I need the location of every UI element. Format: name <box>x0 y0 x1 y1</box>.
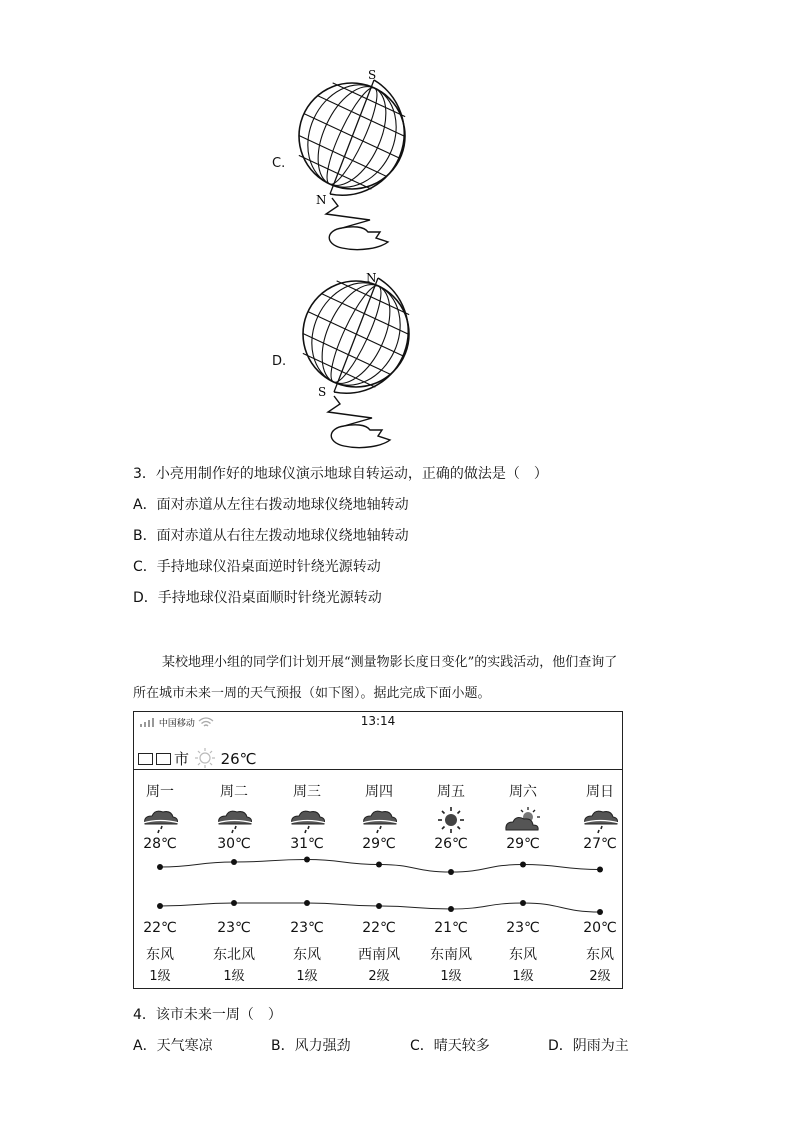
temperature-trend-chart <box>134 852 622 918</box>
q3-option-c[interactable]: C．手持地球仪沿桌面逆时针绕光源转动 <box>133 559 381 575</box>
globe-d-grid <box>290 268 426 404</box>
globe-d-top-pole: N <box>366 271 377 285</box>
option-c-label: C. <box>272 156 286 171</box>
option-d-label: D. <box>272 354 287 369</box>
passage-line-2: 所在城市未来一周的天气预报（如下图）。据此完成下面小题。 <box>133 686 491 701</box>
globe-d-figure <box>290 268 430 456</box>
globe-c-grid <box>290 66 422 206</box>
wind-level: 2级 <box>589 969 611 984</box>
light-rain-icon <box>125 806 195 834</box>
wind-direction: 东风 <box>509 947 537 963</box>
wind-direction: 东南风 <box>430 947 472 963</box>
wind-level: 1级 <box>440 969 462 984</box>
globe-c-top-pole: S <box>368 68 377 82</box>
q4-option-d[interactable]: D．阴雨为主 <box>548 1038 629 1054</box>
low-temperature-point <box>448 906 454 912</box>
high-temperature: 26℃ <box>434 836 468 852</box>
high-temperature-point <box>520 862 526 868</box>
high-temperature: 30℃ <box>217 836 251 852</box>
globe-c-figure <box>290 66 430 258</box>
low-temperature-point <box>376 903 382 909</box>
low-temperature-point <box>520 900 526 906</box>
clock-time: 13:14 <box>360 714 396 728</box>
day-name: 周六 <box>509 784 537 800</box>
globe-c-bottom-pole: N <box>316 193 327 207</box>
high-temperature-point <box>157 864 163 870</box>
high-temperature-point <box>597 867 603 873</box>
high-temperature: 31℃ <box>290 836 324 852</box>
high-temperature: 29℃ <box>506 836 540 852</box>
day-name: 周二 <box>220 784 248 800</box>
city-suffix: 市 <box>174 750 190 768</box>
low-temperature-point <box>231 900 237 906</box>
light-rain-icon <box>272 806 342 834</box>
wind-direction: 东风 <box>586 947 614 963</box>
low-temperature-point <box>157 903 163 909</box>
low-temperature: 22℃ <box>362 920 396 936</box>
low-temperature: 23℃ <box>506 920 540 936</box>
wind-direction: 东北风 <box>213 947 255 963</box>
globe-d-bottom-pole: S <box>318 385 327 399</box>
wind-level: 1级 <box>149 969 171 984</box>
current-temperature: 26℃ <box>220 750 257 768</box>
wind-level: 1级 <box>296 969 318 984</box>
day-name: 周五 <box>437 784 465 800</box>
city-name-placeholder-box <box>138 753 153 765</box>
high-temperature-point <box>448 869 454 875</box>
light-rain-icon <box>344 806 414 834</box>
low-temperature-point <box>304 900 310 906</box>
q3-option-d[interactable]: D．手持地球仪沿桌面顺时针绕光源转动 <box>133 590 382 606</box>
q4-option-a[interactable]: A．天气寒凉 <box>133 1038 213 1054</box>
light-rain-icon <box>565 806 635 834</box>
high-temperature: 29℃ <box>362 836 396 852</box>
carrier-name: 中国移动 <box>158 719 195 729</box>
low-temperature: 22℃ <box>143 920 177 936</box>
high-temperature: 28℃ <box>143 836 177 852</box>
globe-d-base <box>331 425 390 448</box>
high-temperature-point <box>304 857 310 863</box>
high-temperature-point <box>376 862 382 868</box>
question-4-stem: 4．该市未来一周（ ） <box>133 1007 282 1023</box>
day-name: 周三 <box>293 784 321 800</box>
low-temperature: 23℃ <box>217 920 251 936</box>
city-name-placeholder-box <box>156 753 171 765</box>
light-rain-icon <box>199 806 269 834</box>
header-divider <box>134 769 622 770</box>
low-temperature: 20℃ <box>583 920 617 936</box>
partly-cloudy-icon <box>488 806 558 834</box>
low-temperature: 21℃ <box>434 920 468 936</box>
day-name: 周四 <box>365 784 393 800</box>
sunny-icon <box>416 806 486 834</box>
globe-c-base <box>329 227 388 250</box>
wind-direction: 东风 <box>146 947 174 963</box>
weather-forecast-card <box>133 711 623 989</box>
day-name: 周一 <box>146 784 174 800</box>
low-temperature-point <box>597 909 603 915</box>
wind-direction: 西南风 <box>358 947 400 963</box>
q4-option-b[interactable]: B．风力强劲 <box>271 1038 351 1054</box>
day-name: 周日 <box>586 784 614 800</box>
q3-option-b[interactable]: B．面对赤道从右往左拨动地球仪绕地轴转动 <box>133 528 409 544</box>
q4-option-c[interactable]: C．晴天较多 <box>410 1038 490 1054</box>
low-temperature: 23℃ <box>290 920 324 936</box>
wind-level: 1级 <box>223 969 245 984</box>
passage-line-1: 某校地理小组的同学们计划开展“测量物影长度日变化”的实践活动，他们查询了 <box>162 655 618 670</box>
wind-level: 2级 <box>368 969 390 984</box>
high-temperature: 27℃ <box>583 836 617 852</box>
high-temperature-point <box>231 859 237 865</box>
question-3-stem: 3．小亮用制作好的地球仪演示地球自转运动，正确的做法是（ ） <box>133 466 548 482</box>
q3-option-a[interactable]: A．面对赤道从左往右拨动地球仪绕地轴转动 <box>133 497 409 513</box>
wind-level: 1级 <box>512 969 534 984</box>
wind-direction: 东风 <box>293 947 321 963</box>
